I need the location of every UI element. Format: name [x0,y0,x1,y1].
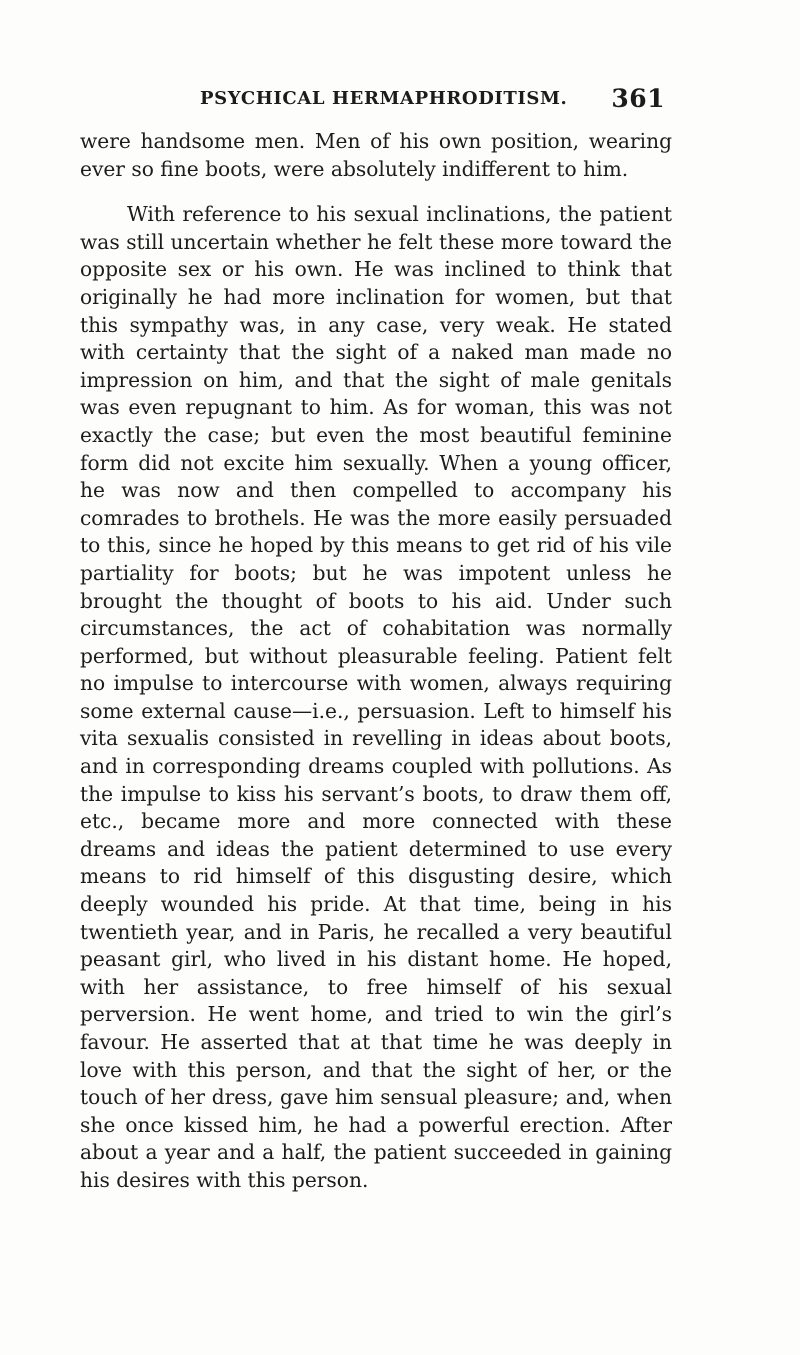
running-title: PSYCHICAL HERMAPHRODITISM. [200,88,568,109]
page-number: 361 [611,84,665,113]
paragraph-continuation: were handsome men. Men of his own position, wearing ever so fine boots, were absolutely indifferent to him. [80,129,672,181]
page-header [200,84,665,118]
body-text [80,128,672,1195]
paragraph-sexual-inclinations: With reference to his sexual inclinations, the patient was still uncertain whether he felt these more toward the opposite sex or his own. He was inclined to think that originally he had more inclination for women, but that this sympathy was, in any case, very weak. He stated with certainty that the sight of a naked man made no impression on him, and that the sight of male genitals was even repugnant to him. As for woman, this was not exactly the case; but even the most beautiful feminine form did not excite him sexually. When a young officer, he was now and then compelled to accompany his comrades to brothels. He was the more easily persuaded to this, since he hoped by this means to get rid of his vile partiality for boots; but he was impotent unless he brought the thought of boots to his aid. Under such circumstances, the act of cohabitation was normally performed, but without pleasurable feeling. Patient felt no impulse to intercourse with women, always requiring some external cause—i.e., persuasion. Left to himself his vita sexualis consisted in revelling in ideas about boots, and in corresponding dreams coupled with pollutions. As the impulse to kiss his servant’s boots, to draw them off, etc., became more and more connected with these dreams and ideas the patient determined to use every means to rid himself of this disgusting desire, which deeply wounded his pride. At that time, being in his twentieth year, and in Paris, he recalled a very beautiful peasant girl, who lived in his distant home. He hoped, with her assistance, to free himself of his sexual perversion. He went home, and tried to win the girl’s favour. He asserted that at that time he was deeply in love with this person, and that the sight of her, or the touch of her dress, gave him sensual pleasure; and, when she once kissed him, he had a powerful erection. After about a year and a half, the patient succeeded in gaining his desires with this person. [80,202,672,1192]
